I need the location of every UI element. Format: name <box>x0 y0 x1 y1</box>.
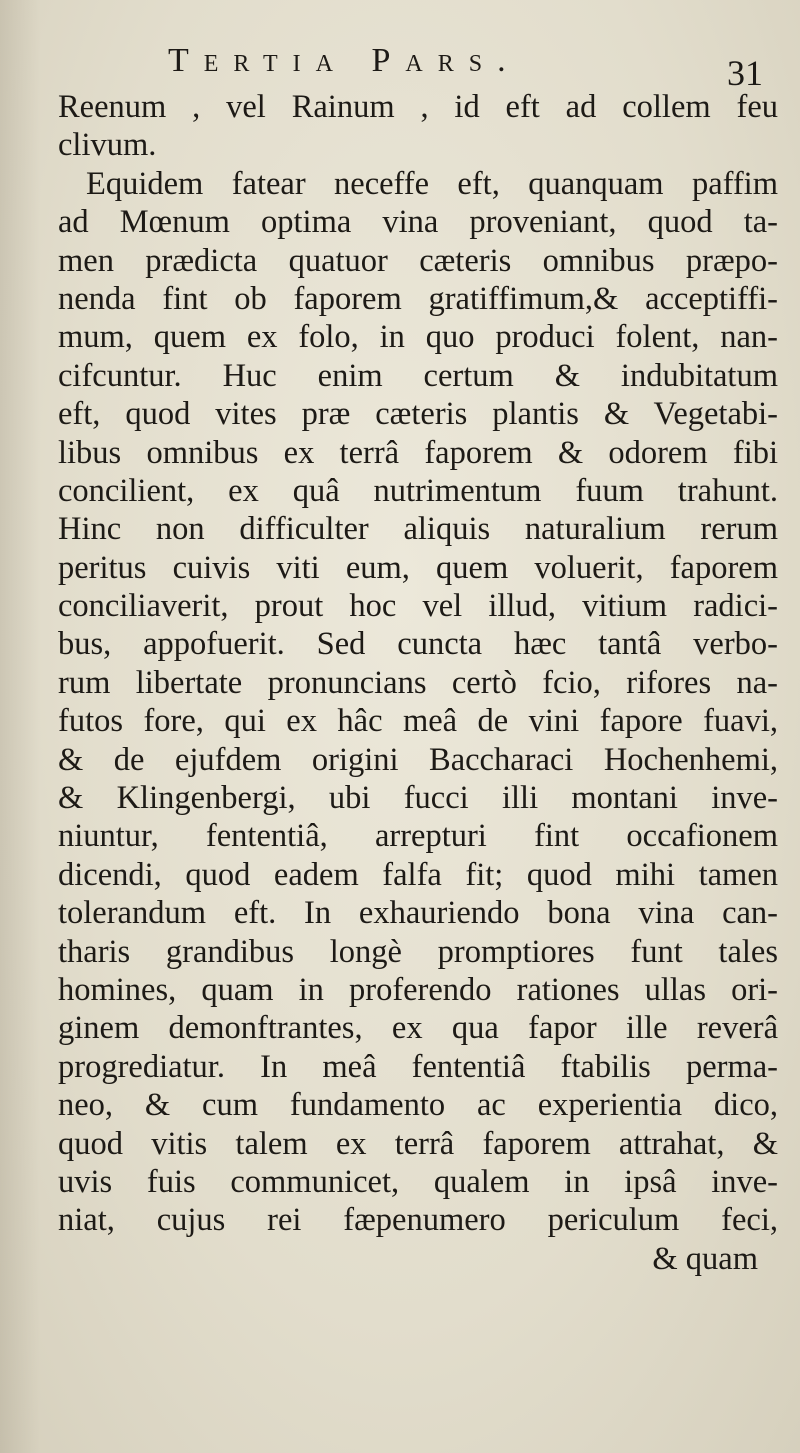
page-header <box>0 34 800 94</box>
text-line: concilient, ex quâ nutrimentum fuum trahunt. <box>58 472 778 509</box>
text-line: Hinc non difficulter aliquis naturalium rerum <box>58 511 778 548</box>
text-line: peritus cuivis viti eum, quem voluerit, faporem <box>58 549 778 586</box>
text-line: clivum. <box>58 127 157 164</box>
text-line: uvis fuis communicet, qualem in ipsâ inve- <box>58 1163 778 1200</box>
text-line: niuntur, fententiâ, arrepturi fint occafionem <box>58 818 778 855</box>
text-line: tharis grandibus longè promptiores funt tales <box>58 933 778 970</box>
text-line: rum libertate pronuncians certò fcio, rifores na- <box>58 664 778 701</box>
catchword: & quam <box>652 1240 758 1277</box>
text-line: men prædicta quatuor cæteris omnibus præpo- <box>58 242 778 279</box>
text-line: futos fore, qui ex hâc meâ de vini fapore fuavi, <box>58 703 778 740</box>
text-line: & de ejufdem origini Baccharaci Hochenhemi, <box>58 741 778 778</box>
text-line: progrediatur. In meâ fententiâ ftabilis perma- <box>58 1048 778 1085</box>
text-line: ginem demonftrantes, ex qua fapor ille reverâ <box>58 1010 778 1047</box>
text-line: eft, quod vites præ cæteris plantis & Vegetabi- <box>58 396 778 433</box>
text-line: dicendi, quod eadem falfa fit; quod mihi tamen <box>58 856 778 893</box>
text-line: ad Mœnum optima vina proveniant, quod ta- <box>58 204 778 241</box>
text-line: cifcuntur. Huc enim certum & indubitatum <box>58 357 778 394</box>
text-line: mum, quem ex folo, in quo produci folent, nan- <box>58 319 778 356</box>
text-line: homines, quam in proferendo rationes ullas ori- <box>58 971 778 1008</box>
text-line: quod vitis talem ex terrâ faporem attrahat, & <box>58 1125 778 1162</box>
text-line: Reenum , vel Rainum , id eft ad collem feu <box>58 89 778 125</box>
text-line: & Klingenbergi, ubi fucci illi montani inve- <box>58 780 778 817</box>
running-head: Tertia Pars. <box>168 42 521 79</box>
page-number: 31 <box>727 53 763 93</box>
text-line: niat, cujus rei fæpenumero periculum feci, <box>58 1202 778 1239</box>
body-text <box>58 88 778 1278</box>
text-line: conciliaverit, prout hoc vel illud, vitium radici- <box>58 588 778 625</box>
text-line: nenda fint ob faporem gratiffimum,& acceptiffi- <box>58 280 778 317</box>
text-line: libus omnibus ex terrâ faporem & odorem fibi <box>58 434 778 471</box>
page-gutter-shadow <box>0 0 40 1453</box>
text-line: Equidem fatear neceffe eft, quanquam paffim <box>86 165 778 202</box>
text-line: tolerandum eft. In exhauriendo bona vina can- <box>58 895 778 932</box>
text-line: bus, appofuerit. Sed cuncta hæc tantâ verbo- <box>58 626 778 663</box>
text-line: neo, & cum fundamento ac experientia dico, <box>58 1087 778 1124</box>
